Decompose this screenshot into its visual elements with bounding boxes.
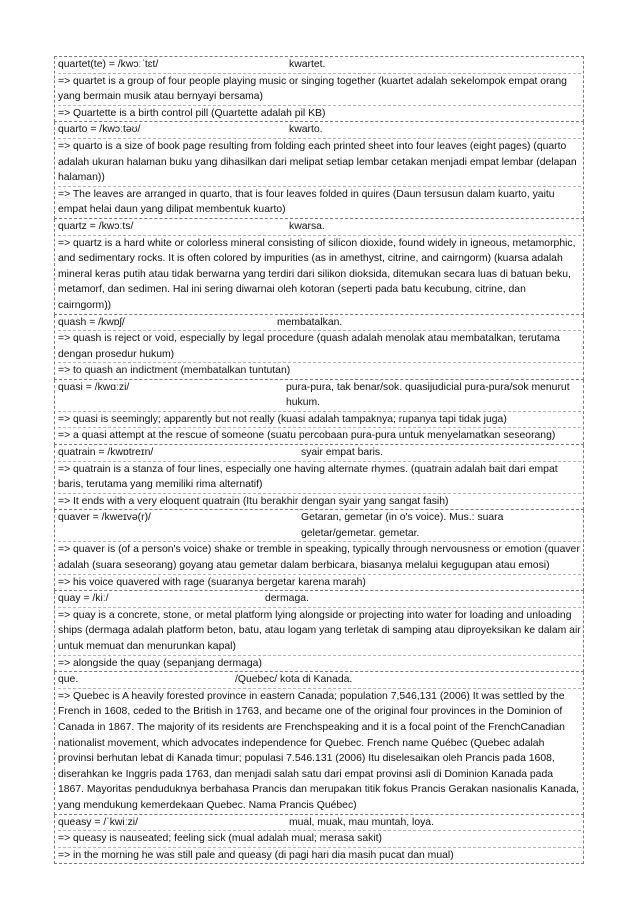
- dictionary-page: [54, 56, 584, 864]
- entry-term: quasi = /kwɑːzi/: [58, 381, 130, 393]
- dictionary-entry: [54, 122, 584, 219]
- entry-line: => quash is reject or void, especially by legal procedure (quash adalah menolak atau membatalkan, terutama dengan prosedur hukum): [58, 331, 581, 363]
- entry-line: => quaver is (of a person's voice) shake or tremble in speaking, typically through nervousness or emotion (quaver adalah (suara seseorang) goyang atau gemetar dalam berbicara, biasanya melalui kegugupan atau emosi): [58, 542, 581, 574]
- entry-line: => The leaves are arranged in quarto, that is four leaves folded in quires (Daun tersusun dalam kuarto, yaitu empat helai daun yang dilipat membentuk kuarto): [58, 188, 555, 216]
- dictionary-entry: [54, 815, 584, 865]
- entry-line: => to quash an indictment (membatalkan tuntutan): [58, 365, 291, 377]
- dictionary-entry: [54, 510, 584, 591]
- dictionary-entry: [54, 219, 584, 315]
- dictionary-entry: [54, 445, 584, 510]
- entry-term: quash = /kwɒʃ/: [58, 316, 125, 328]
- entry-header: [58, 591, 581, 608]
- entry-meaning: /Quebec/ kota di Kanada.: [235, 674, 353, 686]
- entry-line: => quasi is seemingly; apparently but not really (kuasi adalah tampaknya; rupanya tapi tidak juga): [58, 412, 581, 429]
- entry-meaning: Getaran, gemetar (in o's voice). Mus.: suara geletar/gemetar. gemetar.: [301, 512, 504, 540]
- entry-term: quartet(te) = /kwɔːˈtɛt/: [58, 59, 159, 70]
- entry-header: [58, 510, 581, 542]
- entry-term: que.: [58, 674, 79, 686]
- entry-meaning: pura-pura, tak benar/sok. quasijudicial pura-pura/sok menurut hukum.: [286, 381, 570, 409]
- dictionary-entry: [54, 591, 584, 672]
- entry-term: quartz = /kwɔːts/: [58, 220, 134, 232]
- entry-line: => quatrain is a stanza of four lines, especially one having alternate rhymes. (quatrain adalah bait dari empat baris, terutama yang memiliki rima alternatif): [58, 462, 581, 494]
- entry-line: => alongside the quay (sepanjang dermaga): [58, 657, 262, 669]
- entry-meaning: syair empat baris.: [301, 447, 383, 459]
- entry-line: => Quebec is A heavily forested province in eastern Canada; population 7,546,131 (2006) It was settled by the French in 1608, ceded to the British in 1763, and became one of the original four provinces in the Dominion of Canada in 1867. The majority of its residents are Frenchspeaking and it is a focal point of the FrenchCanadian nationalist movement, which advocates independence for Quebec. French name Québec (Quebec adalah provinsi berhutan lebat di Kanada timur; populasi 7.546.131 (2006) Itu diselesaikan oleh Prancis pada 1608, diserahkan ke Inggris pada 1763, dan menjadi salah satu dari empat provinsi asli di Dominion Kanada pada 1867. Mayoritas penduduknya berbahasa Prancis dan merupakan titik fokus Prancis Gerakan nasionalis Kanada, yang mendukung kemerdekaan Quebec. Nama Prancis Québec): [58, 690, 579, 811]
- entry-header: [58, 315, 581, 332]
- entry-meaning: kwarsa.: [289, 220, 325, 232]
- dictionary-entry: [54, 56, 584, 122]
- entry-term: quarto = /kwɔːtəʊ/: [58, 124, 141, 136]
- entry-header: [58, 219, 581, 236]
- entry-header: [58, 122, 581, 139]
- entry-header: [58, 815, 581, 832]
- entry-line: => quarto is a size of book page resulting from folding each printed sheet into four leaves (eight pages) (quarto adalah ukuran halaman buku yang dihasilkan dari melipat setiap lembar cetakan menjadi empat lembar (delapan halaman)): [58, 139, 581, 187]
- entry-line: => quartet is a group of four people playing music or singing together (kuartet adalah sekelompok empat orang yang bermain musik atau bernyayi bersama): [58, 74, 581, 106]
- dictionary-entry: [54, 315, 584, 380]
- entry-meaning: dermaga.: [265, 593, 309, 605]
- entry-line: => a quasi attempt at the rescue of someone (suatu percobaan pura-pura untuk menyelamatkan seseorang): [58, 430, 556, 442]
- entry-line: => queasy is nauseated; feeling sick (mual adalah mual; merasa sakit): [58, 831, 581, 848]
- entry-header: [58, 380, 581, 412]
- entry-line: => quartz is a hard white or colorless mineral consisting of silicon dioxide, found widely in igneous, metamorphic, and sedimentary rocks. It is often colored by impurities (as in amethyst, citrine, and cairngorm) (kuarsa adalah mineral keras putih atau tidak berwarna yang terdiri dari silikon dioksida, ditemukan secara luas di batuan beku, metamorf, dan sedimen. Hal ini sering diwarnai oleh kotoran (seperti pada batu kecubung, citrine, dan cairngorm)): [58, 237, 576, 311]
- entry-term: quay = /kiː/: [58, 593, 109, 605]
- entry-meaning: mual, muak, mau muntah, loya.: [289, 816, 434, 828]
- entry-line: => Quartette is a birth control pill (Quartette adalah pil KB): [58, 107, 326, 119]
- entry-line: => in the morning he was still pale and queasy (di pagi hari dia masih pucat dan mual): [58, 849, 454, 861]
- entry-header: [58, 672, 581, 689]
- entry-meaning: kwartet.: [289, 59, 326, 70]
- entry-meaning: membatalkan.: [277, 316, 343, 328]
- entry-meaning: kwarto.: [289, 124, 323, 136]
- entry-header: [58, 445, 581, 462]
- entry-term: quatrain = /kwɒtreɪn/: [58, 447, 154, 459]
- entry-term: queasy = /ˈkwiːzi/: [58, 816, 138, 828]
- dictionary-entry: [54, 380, 584, 445]
- entry-line: => quay is a concrete, stone, or metal platform lying alongside or projecting into water for loading and unloading ships (dermaga adalah platform beton, batu, atau logam yang terletak di samping atau diproyeksikan ke dalam air untuk memuat dan menurunkan kapal): [58, 608, 581, 656]
- entry-header: [58, 57, 581, 74]
- dictionary-entry: [54, 672, 584, 814]
- entry-term: quaver = /kweɪvə(r)/: [58, 512, 151, 524]
- entry-line: => It ends with a very eloquent quatrain (Itu berakhir dengan syair yang sangat fasih): [58, 495, 449, 507]
- entry-line: => his voice quavered with rage (suaranya bergetar karena marah): [58, 576, 366, 588]
